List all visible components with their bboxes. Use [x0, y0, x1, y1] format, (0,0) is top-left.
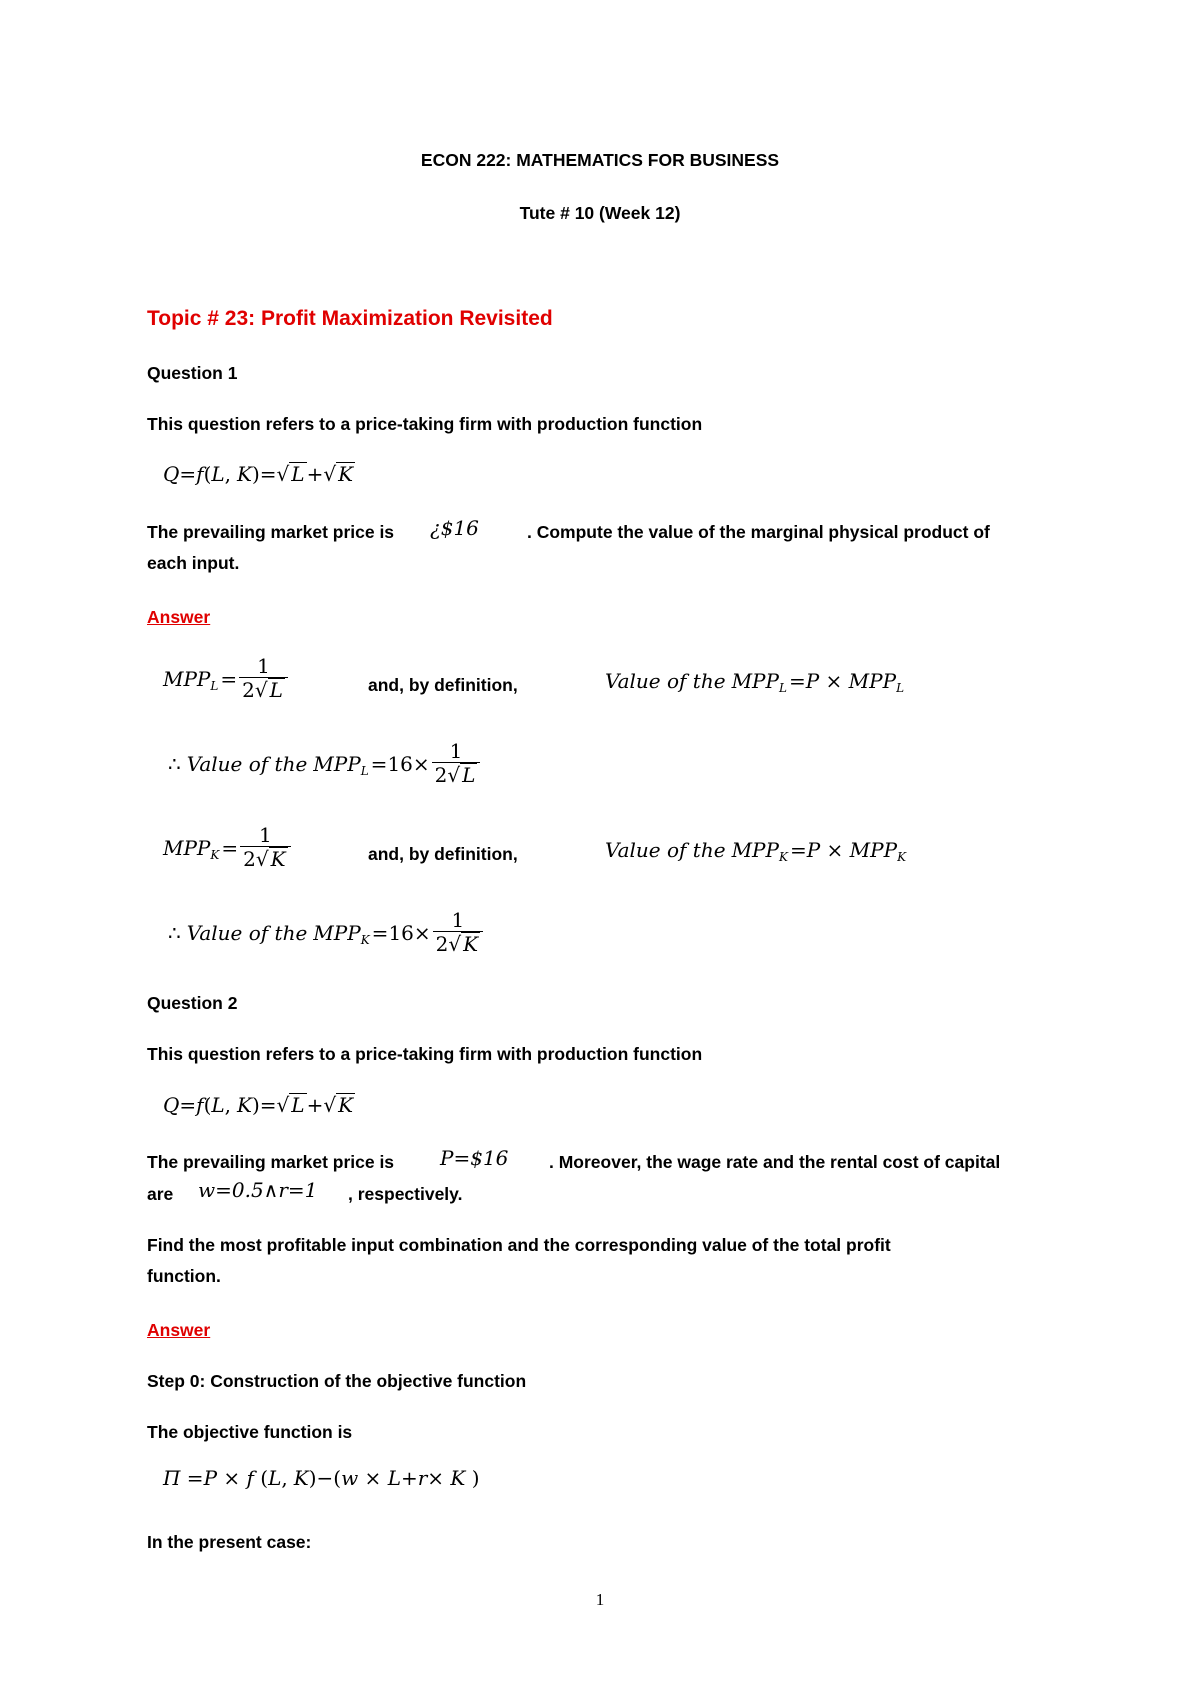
topic-heading: Topic # 23: Profit Maximization Revisited — [147, 307, 553, 330]
q2-price-post: . Moreover, the wage rate and the rental cost of capital — [549, 1152, 1001, 1172]
q1-production-function: Q = f ( L , K )= √ L + √ K — [163, 462, 354, 486]
q1-price-math: ¿$16 — [430, 516, 479, 540]
q2-title: Question 2 — [147, 993, 238, 1013]
mpp-l-formula: MPP L = 1 2 √ L — [163, 655, 290, 702]
q1-answer-label: Answer — [147, 607, 211, 627]
q2-respectively: , respectively. — [348, 1184, 463, 1204]
q2-find-line2: function. — [147, 1266, 221, 1286]
profit-objective-function: Π = P × f ( L , K )−( w × L + r × K ) — [163, 1466, 480, 1490]
value-mpp-k-definition: Value of the MPP K = P × MPP K — [605, 838, 907, 864]
value-mpp-l-definition: Value of the MPP L = P × MPP L — [605, 669, 905, 695]
q2-price-math: P=$16 — [440, 1146, 509, 1170]
q2-wage-rental-math: w=0.5∧r=1 — [198, 1178, 318, 1202]
q2-objective-text: The objective function is — [147, 1422, 353, 1442]
q1-price-post2: each input. — [147, 553, 240, 573]
q1-title: Question 1 — [147, 363, 238, 383]
q2-answer-label: Answer — [147, 1320, 211, 1340]
course-title: ECON 222: MATHEMATICS FOR BUSINESS — [420, 150, 780, 170]
q2-present-case: In the present case: — [147, 1532, 312, 1552]
q2-step0: Step 0: Construction of the objective function — [147, 1371, 527, 1391]
q2-are: are — [147, 1184, 174, 1204]
q1-price-post: . Compute the value of the marginal physical product of — [527, 522, 990, 542]
page-number: 1 — [595, 1590, 605, 1609]
q2-find-line1: Find the most profitable input combination and the corresponding value of the total profit — [147, 1235, 891, 1255]
value-mpp-k-result: ∴ Value of the MPP K = 16 × 1 2 √ K — [168, 909, 485, 956]
q2-production-function: Q = f ( L , K )= √ L + √ K — [163, 1093, 354, 1117]
q2-intro: This question refers to a price-taking firm with production function — [147, 1044, 703, 1064]
tute-title: Tute # 10 (Week 12) — [519, 203, 681, 223]
q1-price-text: The prevailing market price is — [147, 522, 395, 542]
value-mpp-l-result: ∴ Value of the MPP L = 16 × 1 2 √ L — [168, 740, 482, 787]
by-definition-l: and, by definition, — [368, 675, 518, 695]
by-definition-k: and, by definition, — [368, 844, 518, 864]
q1-intro: This question refers to a price-taking firm with production function — [147, 414, 703, 434]
mpp-k-formula: MPP K = 1 2 √ K — [163, 824, 293, 871]
q2-price-text: The prevailing market price is — [147, 1152, 395, 1172]
